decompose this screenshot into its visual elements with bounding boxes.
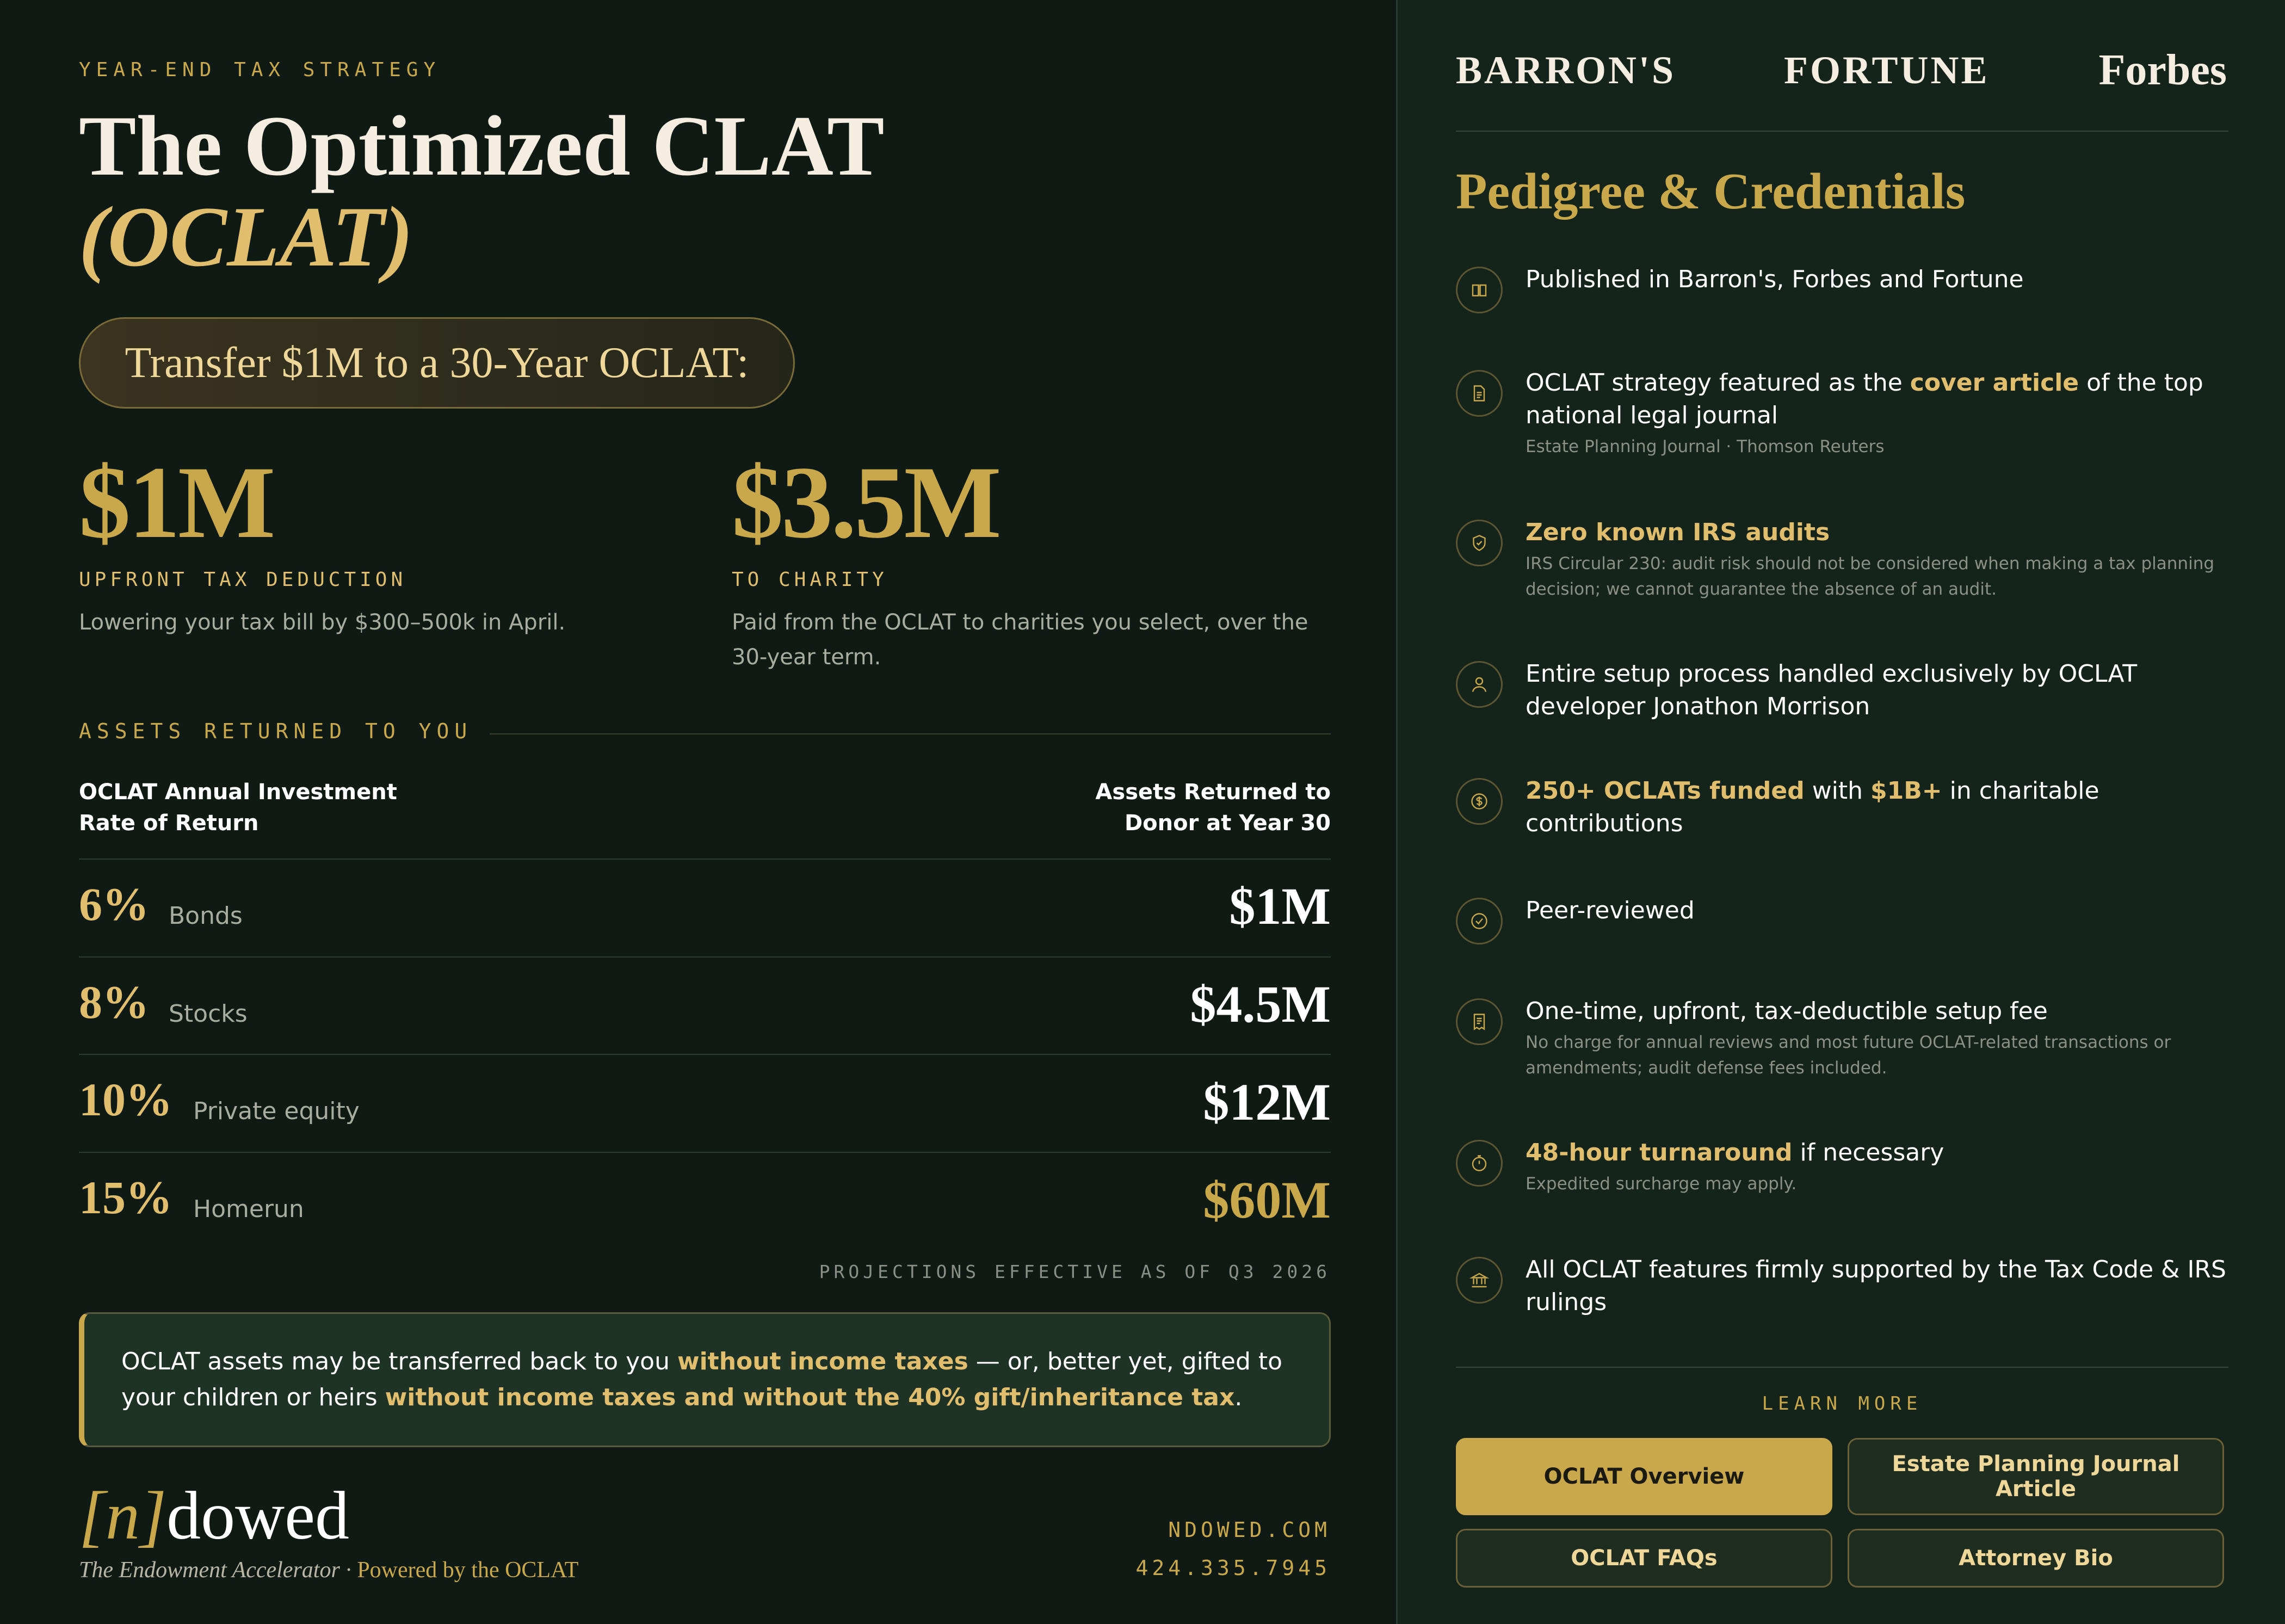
row-rate: 15% [79, 1171, 172, 1224]
credential-text-part: All OCLAT features firmly supported by the Tax Code & IRS rulings [1526, 1256, 2226, 1316]
row-rate: 8% [79, 976, 149, 1028]
ndowed-logo [79, 1477, 349, 1555]
callout-text: — or, better yet, gifted to your children or heirs [121, 1348, 1283, 1411]
col-header-assets [1095, 777, 1331, 839]
projections-note: PROJECTIONS EFFECTIVE AS OF Q3 2026 [819, 1261, 1331, 1282]
row-divider [79, 1054, 1331, 1055]
col-header-assets-line1: Assets Returned to [1095, 780, 1331, 805]
row-asset: Private equity [193, 1097, 360, 1125]
transfer-pill: Transfer $1M to a 30-Year OCLAT: [79, 317, 795, 409]
person-icon [1456, 661, 1503, 708]
oclat-faqs-button[interactable]: OCLAT FAQs [1456, 1529, 1832, 1588]
tagline [79, 1557, 578, 1583]
receipt-icon [1456, 998, 1503, 1045]
col-header-assets-line2: Donor at Year 30 [1124, 811, 1331, 836]
page-title: The Optimized CLAT [79, 98, 885, 194]
publication-fortune: FORTUNE [1784, 48, 1990, 92]
logo-n: n [106, 1478, 140, 1554]
stat-charity-label: TO CHARITY [732, 569, 888, 591]
credentials-heading: Pedigree & Credentials [1456, 163, 1966, 220]
credential-text [1526, 516, 2227, 549]
publication-barrons: BARRON'S [1456, 48, 1676, 92]
row-rate: 10% [79, 1073, 172, 1126]
learn-more-divider [1456, 1367, 2228, 1368]
row-divider [79, 859, 1331, 860]
stat-charity-desc: Paid from the OCLAT to charities you select, over the 30-year term. [732, 610, 1308, 670]
callout-text: . [1234, 1384, 1243, 1411]
journal-article-button[interactable]: Estate Planning Journal Article [1848, 1438, 2224, 1515]
credential-text-part: in charitable contributions [1526, 777, 2099, 837]
credential-text [1526, 1137, 2227, 1169]
stat-deduction-desc: Lowering your tax bill by $300–500k in April. [79, 610, 566, 635]
bank-icon [1456, 1257, 1503, 1304]
credential-text-part: OCLAT strategy featured as the [1526, 369, 1910, 397]
credential-subtext: No charge for annual reviews and most future OCLAT-related transactions or amendments; audit defense fees included. [1526, 1033, 2171, 1078]
row-divider [79, 956, 1331, 958]
credential-text [1526, 894, 2227, 927]
credential-text-part: of the top national legal journal [1526, 369, 2203, 429]
col-header-rate-line1: OCLAT Annual Investment [79, 780, 397, 805]
credential-emphasis: cover article [1910, 369, 2079, 397]
attorney-bio-button[interactable]: Attorney Bio [1848, 1529, 2224, 1588]
credential-text [1526, 995, 2227, 1028]
document-icon [1456, 370, 1503, 417]
credential-text [1526, 263, 2227, 296]
row-rate: 6% [79, 878, 149, 930]
publications-divider [1456, 131, 2228, 132]
publication-forbes: Forbes [2098, 46, 2227, 94]
row-asset: Bonds [169, 902, 243, 930]
row-amount: $1M [1229, 877, 1331, 935]
col-header-rate-line2: Rate of Return [79, 811, 259, 836]
tax-callout [79, 1312, 1331, 1447]
col-header-rate [79, 777, 397, 839]
callout-emphasis: without income taxes and without the 40% gift/inheritance tax [385, 1384, 1235, 1411]
phone-number[interactable]: 424.335.7945 [1135, 1556, 1331, 1580]
check-icon [1456, 898, 1503, 944]
section-divider [490, 733, 1331, 734]
right-panel [1396, 0, 2285, 1624]
shield-icon [1456, 520, 1503, 566]
logo-wordmark: dowed [166, 1478, 350, 1554]
credential-text-part: Published in Barron's, Forbes and Fortune [1526, 265, 2024, 293]
credential-text-part: with [1804, 777, 1871, 805]
credential-subtext: Estate Planning Journal · Thomson Reuters [1526, 437, 1885, 456]
credential-text-part: Entire setup process handled exclusively by OCLAT developer Jonathon Morrison [1526, 660, 2138, 720]
stat-deduction-label: UPFRONT TAX DEDUCTION [79, 569, 407, 591]
row-divider [79, 1152, 1331, 1153]
stopwatch-icon [1456, 1140, 1503, 1187]
logo-bracket: [ [79, 1478, 106, 1554]
credential-emphasis: Zero known IRS audits [1526, 518, 1830, 546]
callout-emphasis: without income taxes [677, 1348, 968, 1375]
book-icon [1456, 267, 1503, 313]
credential-emphasis: 250+ OCLATs funded [1526, 777, 1805, 805]
stat-deduction-value: $1M [79, 446, 274, 560]
row-amount: $12M [1203, 1073, 1331, 1131]
oclat-overview-button[interactable]: OCLAT Overview [1456, 1438, 1832, 1515]
credential-text [1526, 658, 2227, 723]
credential-text [1526, 775, 2227, 840]
credential-emphasis: 48-hour turnaround [1526, 1139, 1793, 1166]
credential-text-part: One-time, upfront, tax-deductible setup fee [1526, 997, 2048, 1025]
tagline-main: The Endowment Accelerator · [79, 1558, 357, 1583]
credential-subtext: IRS Circular 230: audit risk should not be considered when making a tax planning decision; we cannot guarantee the absence of an audit. [1526, 554, 2215, 599]
section-title: ASSETS RETURNED TO YOU [79, 719, 473, 743]
eyebrow: YEAR-END TAX STRATEGY [79, 59, 441, 81]
tagline-powered: Powered by the OCLAT [357, 1558, 579, 1583]
credential-text-part: Peer-reviewed [1526, 897, 1695, 924]
dollar-icon [1456, 778, 1503, 825]
page-title-acronym: (OCLAT) [79, 189, 413, 285]
credential-text-part: if necessary [1792, 1139, 1944, 1166]
callout-text: OCLAT assets may be transferred back to you [121, 1348, 677, 1375]
row-amount-highlight: $60M [1203, 1171, 1331, 1229]
stat-charity-value: $3.5M [732, 446, 999, 560]
row-asset: Stocks [169, 1000, 248, 1028]
website-link[interactable]: NDOWED.COM [1168, 1518, 1331, 1542]
logo-bracket: ] [140, 1478, 167, 1554]
credential-subtext: Expedited surcharge may apply. [1526, 1174, 1797, 1194]
row-amount: $4.5M [1190, 975, 1331, 1033]
credential-text [1526, 367, 2227, 432]
credential-text [1526, 1253, 2227, 1319]
credential-emphasis: $1B+ [1870, 777, 1942, 805]
row-asset: Homerun [193, 1195, 304, 1223]
learn-more-label: LEARN MORE [1762, 1393, 1923, 1415]
